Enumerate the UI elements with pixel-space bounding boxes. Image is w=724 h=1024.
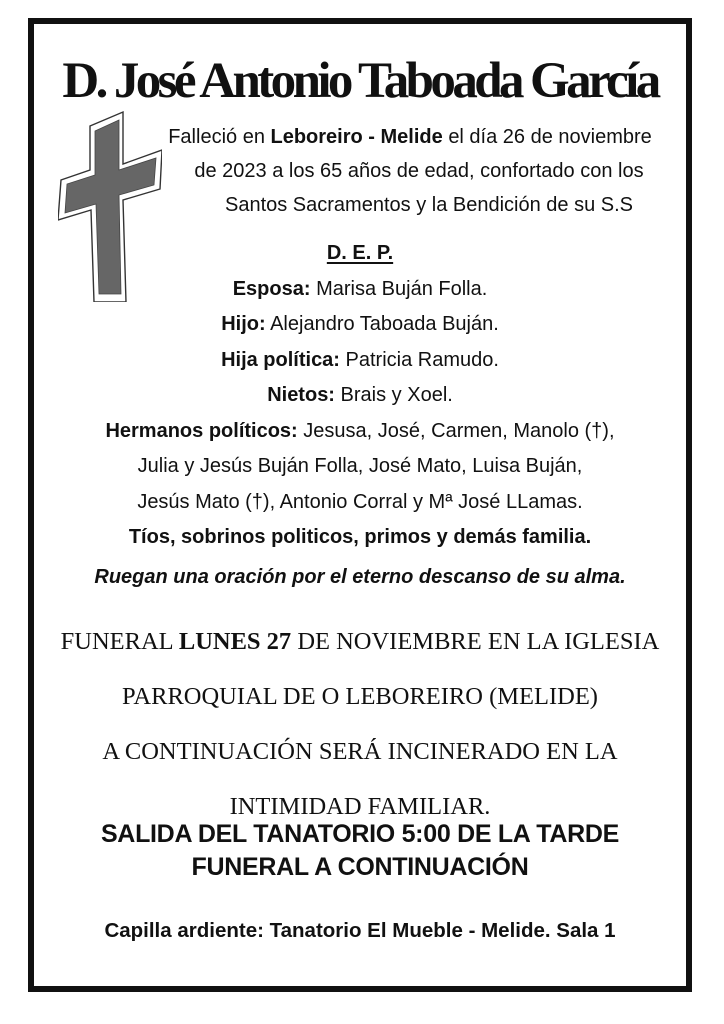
dep-heading: D. E. P. [326, 242, 394, 264]
funeral-line-3: A CONTINUACIÓN SERÁ INCINERADO EN LA [102, 738, 618, 765]
death-announcement [152, 120, 686, 222]
family-tios: Tíos, sobrinos politicos, primos y demás familia. [128, 526, 592, 548]
intro-line-1: Falleció en Leboreiro - Melide el día 26 de noviembre [168, 126, 652, 148]
family-hermanos-line-2: Julia y Jesús Buján Folla, José Mato, Luisa Buján, [137, 455, 583, 477]
funeral-details [34, 614, 686, 834]
deceased-name: D. José Antonio Taboada García [62, 53, 658, 109]
family-hija-politica: Hija política: Patricia Ramudo. [221, 348, 499, 371]
family-list [34, 236, 686, 556]
intro-line-2: de 2023 a los 65 años de edad, confortado con los [194, 160, 644, 182]
chapel-info: Capilla ardiente: Tanatorio El Mueble - Melide. Sala 1 [104, 919, 616, 942]
salida-line-2: FUNERAL A CONTINUACIÓN [191, 853, 529, 881]
family-hermanos: Hermanos políticos: Jesusa, José, Carmen, Manolo (†), [105, 419, 615, 442]
intro-line-3: Santos Sacramentos y la Bendición de su S.S [224, 194, 633, 216]
family-hermanos-line-3: Jesús Mato (†), Antonio Corral y Mª José LLamas. [137, 490, 583, 513]
funeral-line-4: INTIMIDAD FAMILIAR. [229, 793, 491, 820]
family-nietos: Nietos: Brais y Xoel. [267, 384, 453, 406]
departure-info [34, 818, 686, 884]
funeral-line-1: FUNERAL LUNES 27 DE NOVIEMBRE EN LA IGLESIA [60, 628, 660, 655]
family-hijo: Hijo: Alejandro Taboada Buján. [221, 313, 499, 335]
prayer-request: Ruegan una oración por el eterno descanso de su alma. [94, 566, 626, 588]
obituary-card [28, 18, 692, 992]
salida-line-1: SALIDA DEL TANATORIO 5:00 DE LA TARDE [100, 820, 620, 848]
funeral-line-2: PARROQUIAL DE O LEBOREIRO (MELIDE) [122, 683, 598, 710]
family-esposa: Esposa: Marisa Buján Folla. [232, 277, 488, 300]
